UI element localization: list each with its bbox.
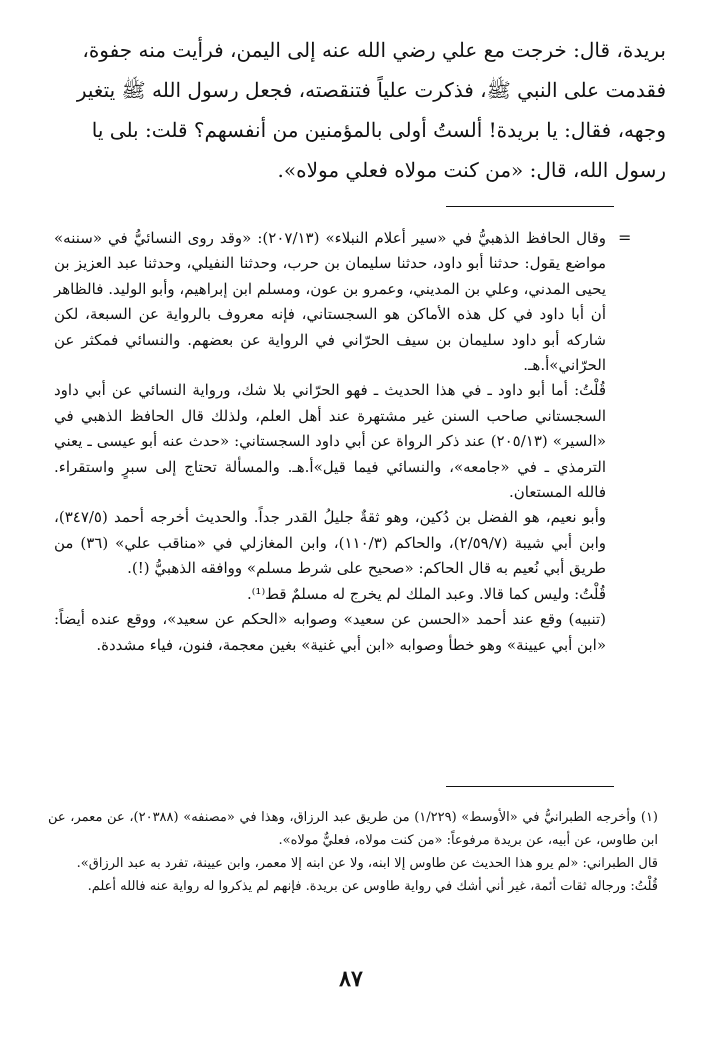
footnote-paragraph: (١) وأخرجه الطبرانيُّ في «الأوسط» (١/٢٢٩) من طريق عبد الرزاق، وهذا في «مصنفه» (٢٠٣٨٨)، عن معمر، عن ابن طاوس، عن أبيه، عن بريدة مرفوعاً: «من كنت مولاه، فعليٌّ مولاه». bbox=[48, 810, 658, 848]
commentary-notes bbox=[54, 226, 606, 658]
main-text-line: رسول الله، قال: «من كنت مولاه فعلي مولاه». bbox=[277, 158, 666, 182]
notes-separator bbox=[446, 206, 614, 207]
main-hadith-text bbox=[40, 30, 666, 190]
footnotes-separator bbox=[446, 786, 614, 787]
footnotes bbox=[48, 806, 658, 898]
notes-paragraph: وأبو نعيم، هو الفضل بن دُكين، وهو ثقةٌ جليلُ القدر جداً. والحديث أخرجه أحمد (٣٤٧/٥)، وابن أبي شيبة (٢/٥٩/٧)، والحاكم (١١٠/٣)، وابن المغازلي في «مناقب علي» (٣٦) من طريق أبي نُعيم به قال الحاكم: «صحيح على شرط مسلم» ووافقه الذهبيُّ (!). bbox=[54, 508, 606, 578]
footnote-paragraph: قُلْتُ: ورجاله ثقات أئمة، غير أني أشك في رواية طاوس عن بريدة. فإنهم لم يذكروا له رواية عنه فالله أعلم. bbox=[87, 879, 658, 894]
main-text-line: فقدمت على النبي ﷺ، فذكرت علياً فتنقصته، فجعل رسول الله ﷺ يتغير bbox=[76, 78, 666, 102]
footnote-paragraph: قال الطبراني: «لم يرو هذا الحديث عن طاوس إلا ابنه، ولا عن ابنه إلا معمر، وابن عيينة، تفرد به عبد الرزاق». bbox=[76, 856, 658, 871]
notes-paragraph: (تنبيه) وقع عند أحمد «الحسن عن سعيد» وصوابه «الحكم عن سعيد»، ووقع عنده أيضاً: «ابن أبي عيينة» وهو خطأ وصوابه «ابن أبي غنية» بغين معجمة، فنون، فياء مشددة. bbox=[54, 610, 606, 654]
notes-paragraph: وقال الحافظ الذهبيُّ في «سير أعلام النبلاء» (٢٠٧/١٣): «وقد روى النسائيُّ في «سننه» مواضع يقول: حدثنا أبو داود، حدثنا سليمان بن حرب، وحدثنا النفيلي، وحدثنا عبد العزيز بن يحيى المدني، وعلي بن المديني، وعمرو بن عون، ومسلم ابن إبراهيم، وأبو الوليد. فالظاهر أن أبا داود في كل هذه الأماكن هو السجستاني، فإنه معروف بالرواية عن السبعة، لكن شاركه أبو داود سليمان بن سيف الحرّاني في الرواية عن بعضهم. والنسائي فمكثر عن الحرّاني»أ.هـ. bbox=[54, 229, 606, 375]
page-number: ٨٧ bbox=[339, 966, 363, 992]
main-text-line: وجهه، فقال: يا بريدة! ألستُ أولى بالمؤمنين من أنفسهم؟ قلت: بلى يا bbox=[91, 118, 666, 142]
continuation-mark: = bbox=[618, 228, 632, 247]
main-text-line: بريدة، قال: خرجت مع علي رضي الله عنه إلى اليمن، فرأيت منه جفوة، bbox=[82, 38, 666, 62]
notes-paragraph: قُلْتُ: وليس كما قالا. وعبد الملك لم يخرج له مسلمٌ قط⁽¹⁾. bbox=[246, 584, 606, 603]
notes-paragraph: قُلْتُ: أما أبو داود ـ في هذا الحديث ـ فهو الحرّاني بلا شك، ورواية النسائي عن أبي داود السجستاني صاحب السنن غير مشتهرة عند أهل العلم، ولذلك قال الحافظ الذهبي في «السير» (٢٠٥/١٣) عند ذكر الرواة عن أبي داود السجستاني: «حدث عنه أبو عيسى ـ يعني الترمذي ـ في «جامعه»، والنسائي فيما قيل»أ.هـ. والمسألة تحتاج إلى سبرٍ واستقراء. فالله المستعان. bbox=[54, 381, 606, 502]
